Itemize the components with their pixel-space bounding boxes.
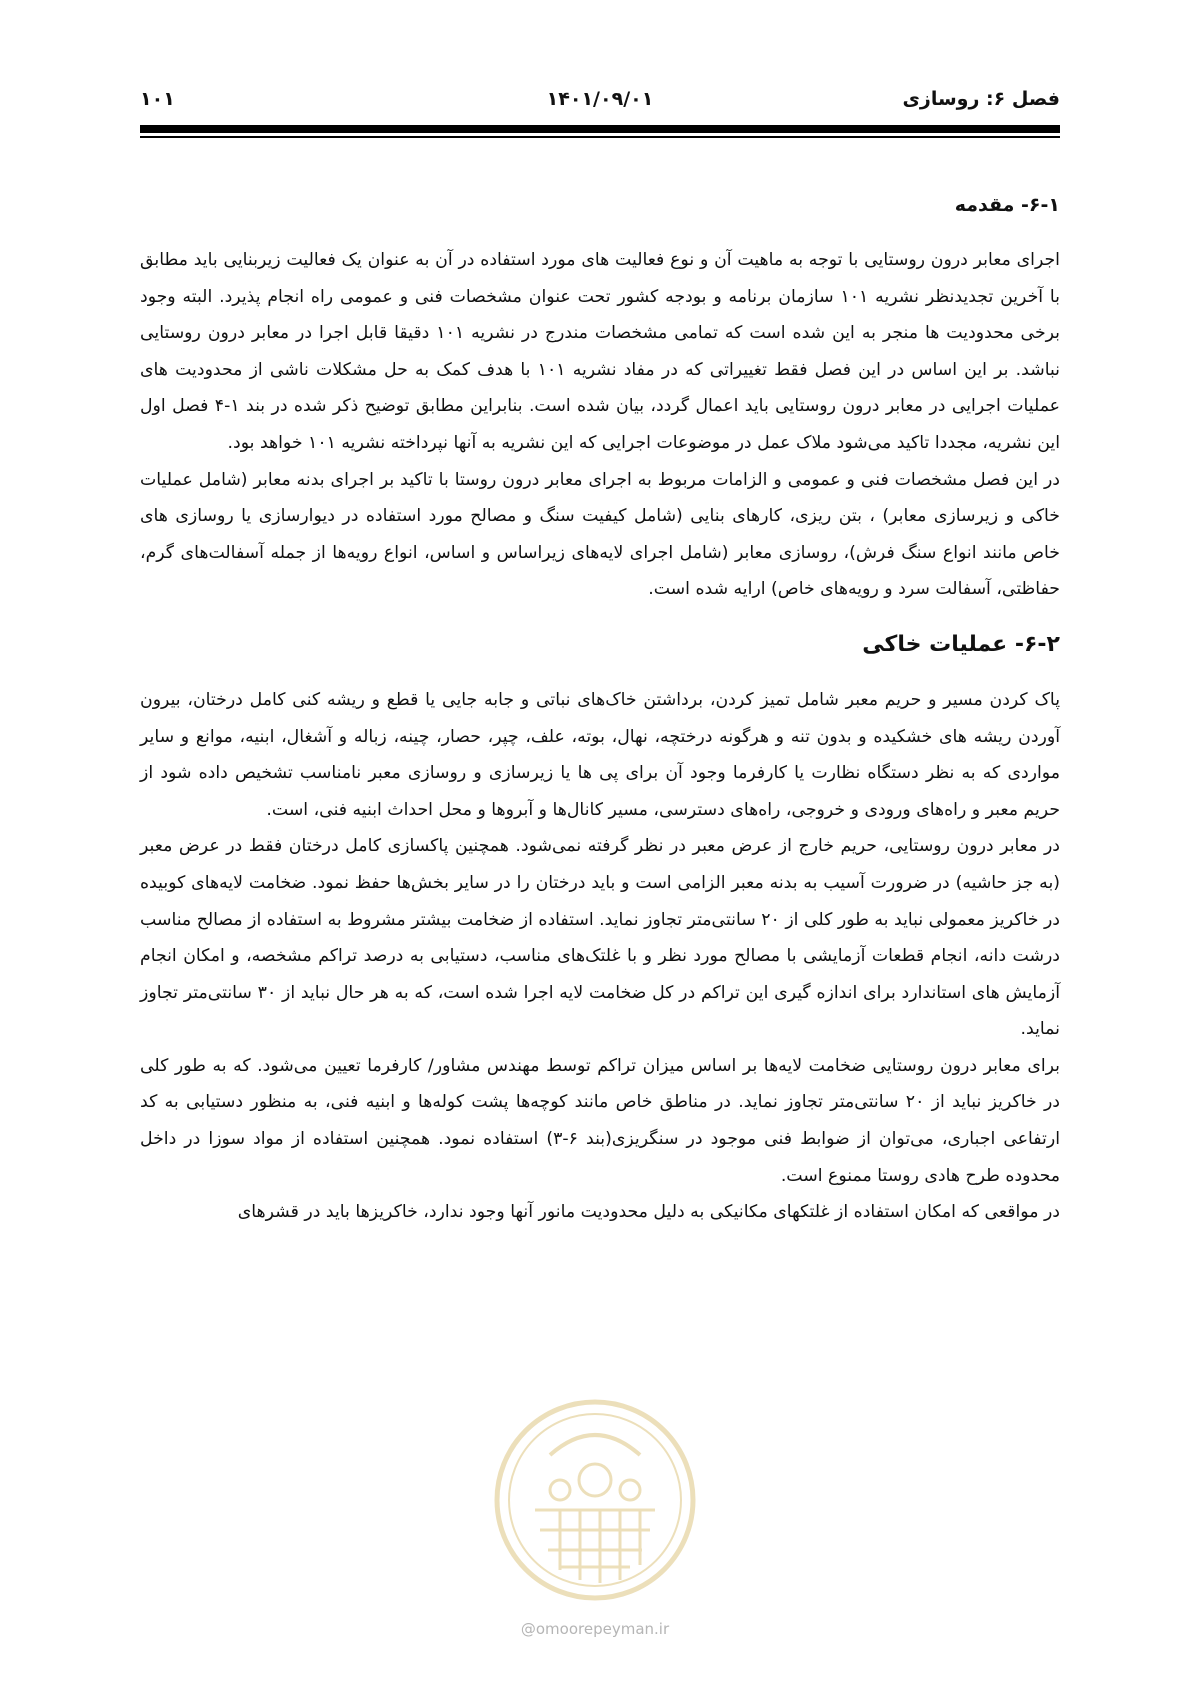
paragraph: اجرای معابر درون روستایی با توجه به ماهیت آن و نوع فعالیت های مورد استفاده در آن به عنوان یک فعالیت زیربنایی باید مطابق با آخرین تجدیدنظر نشریه ۱۰۱ سازمان برنامه و بودجه کشور تحت عنوان مشخصات فنی و عمومی راه انجام پذیرد. البته وجود برخی محدودیت ها منجر به این شده است که تمامی مشخصات مندرج در نشریه ۱۰۱ دقیقا قابل اجرا در معابر درون روستایی نباشد. بر این اساس در این فصل فقط تغییراتی که در مفاد نشریه ۱۰۱ با هدف کمک به حل مشکلات ناشی از محدودیت های عملیات اجرایی در معابر درون روستایی باید اعمال گردد، بیان شده است. بنابراین مطابق توضیح ذکر شده در بند ۱-۴ فصل اول این نشریه، مجددا تاکید می‌شود ملاک عمل در موضوعات اجرایی که این نشریه به آنها نپرداخته نشریه ۱۰۱ خواهد بود.: [140, 250, 1060, 453]
paragraph: در معابر درون روستایی، حریم خارج از عرض معبر در نظر گرفته نمی‌شود. همچنین پاکسازی کامل درختان فقط در عرض معبر (به جز حاشیه) در ضرورت آسیب به بدنه معبر الزامی است و باید درختان را در سایر بخش‌ها حفظ نمود. ضخامت لایه‌های کوبیده در خاکریز معمولی نباید به طور کلی از ۲۰ سانتی‌متر تجاوز نماید. استفاده از ضخامت بیشتر مشروط به استفاده از مصالح مناسب درشت دانه، انجام قطعات آزمایشی با مصالح مورد نظر و با غلتک‌های مناسب، دستیابی به درصد تراکم مشخصه، و امکان انجام آزمایش های استاندارد برای اندازه گیری این تراکم در کل ضخامت لایه اجرا شده است، که به هر حال نباید از ۳۰ سانتی‌متر تجاوز نماید.: [140, 836, 1060, 1040]
page-header: [140, 88, 1060, 128]
chapter-title: فصل ۶: روسازی: [902, 88, 1060, 110]
paragraph: در این فصل مشخصات فنی و عمومی و الزامات مربوط به اجرای معابر درون روستا با تاکید بر اجرای بدنه معابر (شامل عملیات خاکی و زیرسازی معابر) ، بتن ریزی، کارهای بنایی (شامل کیفیت سنگ و مصالح مورد استفاده در دیوارسازی یا روسازی های خاص مانند انواع سنگ فرش)، روسازی معابر (شامل اجرای لایه‌های زیراساس و اساس، انواع رویه‌ها از جمله آسفالت‌های گرم، حفاظتی، آسفالت سرد و رویه‌های خاص) ارایه شده است.: [140, 469, 1060, 600]
header-rule-thick: [140, 125, 1060, 133]
section-title-earthworks: ۶-۲- عملیات خاکی: [862, 631, 1060, 657]
header-rule-thin: [140, 136, 1060, 138]
watermark-url: @omoorepeyman.ir: [520, 1620, 670, 1638]
page-body: [140, 190, 1060, 1231]
paragraph: پاک کردن مسیر و حریم معبر شامل تمیز کردن، برداشتن خاک‌های نباتی و جابه جایی یا قطع و ریشه کنی کامل درختان، بیرون آوردن ریشه های خشکیده و بدون تنه و هرگونه درختچه، نهال، بوته، علف، چپر، حصار، چینه، زباله و آشغال، ابنیه، موانع و سایر مواردی که به نظر دستگاه نظارت یا کارفرما وجود آن برای پی ها یا زیرسازی و روسازی معبر نامناسب تشخیص داده شود از حریم معبر و راه‌های ورودی و خروجی، راه‌های دسترسی، مسیر کانال‌ها و آبروها و محل احداث ابنیه فنی، است.: [140, 689, 1060, 820]
header-date: ۱۴۰۱/۰۹/۰۱: [546, 88, 654, 110]
section-title-introduction: ۶-۱- مقدمه: [954, 194, 1060, 216]
paragraph: در مواقعی که امکان استفاده از غلتکهای مکانیکی به دلیل محدودیت مانور آنها وجود ندارد، خاکریزها باید در قشرهای: [237, 1202, 1060, 1223]
watermark-logo-icon: [490, 1395, 700, 1605]
page-number: ۱۰۱: [140, 88, 175, 110]
paragraph: برای معابر درون روستایی ضخامت لایه‌ها بر اساس میزان تراکم توسط مهندس مشاور/ کارفرما تعیین می‌شود. که به طور کلی در خاکریز نباید از ۲۰ سانتی‌متر تجاوز نماید. در مناطق خاص مانند کوچه‌ها پشت کوله‌ها و ابنیه فنی، به منظور دستیابی به کد ارتفاعی اجباری، می‌توان از ضوابط فنی موجود در سنگریزی(بند ۶-۳) استفاده نمود. همچنین استفاده از مواد سوزا در داخل محدوده طرح هادی روستا ممنوع است.: [140, 1055, 1061, 1186]
